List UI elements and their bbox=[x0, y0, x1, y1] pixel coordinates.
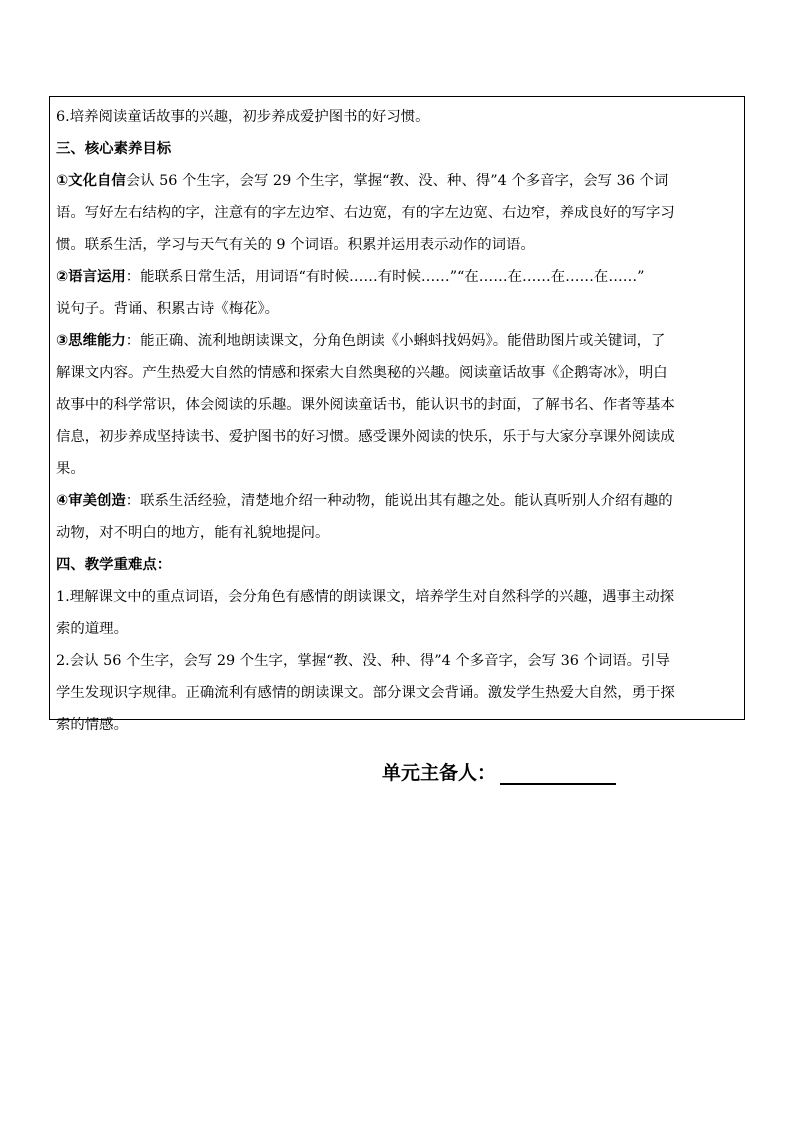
key-point-2-line-2: 学生发现识字规律。正确流利有感情的朗读课文。部分课文会背诵。激发学生热爱大自然，勇于探 bbox=[56, 685, 675, 701]
key-point-2-line-3: 索的情感。 bbox=[56, 717, 128, 733]
goal-culture-2: 语。写好左右结构的字，注意有的字左边窄、右边宽，有的字左边宽、右边窄，养成良好的写字习 bbox=[56, 205, 675, 221]
goal-language-2: 说句子。背诵、积累古诗《梅花》。 bbox=[56, 301, 280, 317]
heading-core-goals: 三、核心素养目标 bbox=[56, 141, 172, 157]
key-point-2-line-1: 2.会认 56 个生字，会写 29 个生字，掌握“教、没、种、得”4 个多音字，会写 36 个词语。引导 bbox=[56, 653, 670, 669]
goal-language-1: ②语言运用：能联系日常生活，用词语“有时候……有时候……”“在……在……在……在……” bbox=[56, 269, 645, 285]
goal-thinking-1: ③思维能力：能正确、流利地朗读课文，分角色朗读《小蝌蚪找妈妈》。能借助图片或关键词，了 bbox=[56, 333, 666, 349]
goal-thinking-4: 信息，初步养成坚持读书、爱护图书的好习惯。感受课外阅读的快乐，乐于与大家分享课外阅读成 bbox=[56, 429, 675, 445]
goal-culture-1: ①文化自信会认 56 个生字，会写 29 个生字，掌握“教、没、种、得”4 个多音字，会写 36 个词 bbox=[56, 173, 669, 189]
signature-label: 单元主备人： bbox=[382, 762, 497, 784]
goal-thinking-2: 解课文内容。产生热爱大自然的情感和探索大自然奥秘的兴趣。阅读童话故事《企鹅寄冰》，明白 bbox=[56, 365, 668, 381]
content-box bbox=[49, 96, 745, 733]
signature-blank[interactable] bbox=[500, 759, 616, 785]
goal-culture-3: 惯。联系生活，学习与天气有关的 9 个词语。积累并运用表示动作的词语。 bbox=[56, 237, 535, 253]
key-point-1-line-2: 索的道理。 bbox=[56, 621, 128, 637]
goal-thinking-5: 果。 bbox=[56, 461, 85, 477]
unit-preparer-signature bbox=[382, 758, 616, 785]
goal-thinking-label: ③思维能力 bbox=[56, 333, 126, 349]
goal-culture-label: ①文化自信 bbox=[56, 173, 126, 189]
goal-thinking-3: 故事中的科学常识，体会阅读的乐趣。课外阅读童话书，能认识书的封面，了解书名、作者等基本 bbox=[56, 397, 675, 413]
key-point-1-line-1: 1.理解课文中的重点词语，会分角色有感情的朗读课文，培养学生对自然科学的兴趣，遇事主动探 bbox=[56, 589, 675, 605]
goal-language-label: ②语言运用 bbox=[56, 269, 126, 285]
goal-aesthetic-label: ④审美创造 bbox=[56, 493, 126, 509]
goal-line-6: 6.培养阅读童话故事的兴趣，初步养成爱护图书的好习惯。 bbox=[56, 109, 430, 125]
heading-key-points: 四、教学重难点： bbox=[56, 557, 172, 573]
goal-aesthetic-1: ④审美创造：联系生活经验，清楚地介绍一种动物，能说出其有趣之处。能认真听别人介绍有趣的 bbox=[56, 493, 673, 509]
goal-aesthetic-2: 动物，对不明白的地方，能有礼貌地提问。 bbox=[56, 525, 330, 541]
